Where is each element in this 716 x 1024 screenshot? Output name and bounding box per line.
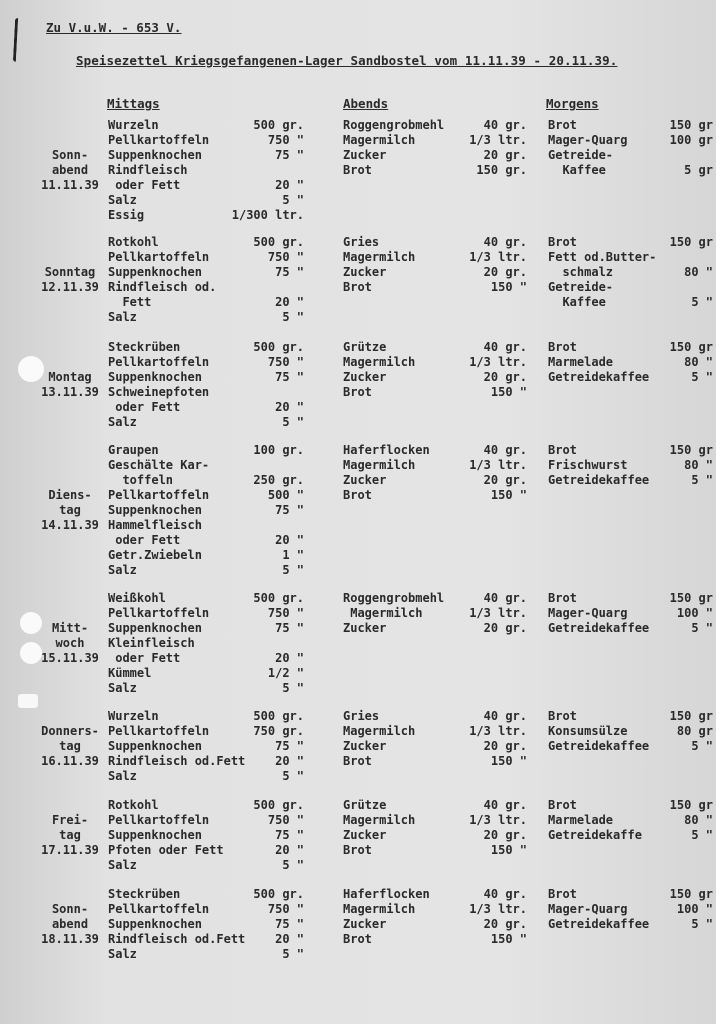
mittags-item: Salz [108, 769, 137, 783]
mittags-quantity: 75 " [275, 503, 304, 517]
mittags-item: Pellkartoffeln [108, 606, 210, 620]
mittags-item: Suppenknochen [108, 503, 202, 517]
abends-quantity: 150 " [490, 843, 527, 857]
mittags-item: Steckrüben [108, 887, 181, 901]
morgens-quantity: 5 gr [684, 163, 713, 177]
mittags-quantity: 250 gr. [253, 473, 304, 487]
mittags-item: Wurzeln [108, 118, 159, 132]
abends-quantity: 150 " [490, 488, 527, 502]
morgens-item: Getreidekaffee [548, 621, 650, 635]
morgens-item: Brot [548, 235, 577, 249]
morgens-quantity: 100 " [676, 606, 713, 620]
mittags-item: Essig [108, 208, 145, 222]
mittags-quantity: 5 " [282, 858, 304, 872]
mittags-item: Kümmel [108, 666, 152, 680]
morgens-quantity: 80 " [684, 458, 713, 472]
abends-quantity: 150 " [490, 280, 527, 294]
morgens-item: Mager-Quarg [548, 902, 628, 916]
abends-quantity: 20 gr. [483, 621, 527, 635]
mittags-item: Pellkartoffeln [108, 724, 210, 738]
abends-item: Haferflocken [343, 443, 430, 457]
mittags-item: Salz [108, 947, 137, 961]
mittags-quantity: 500 gr. [253, 235, 304, 249]
abends-quantity: 20 gr. [483, 370, 527, 384]
abends-item: Gries [343, 235, 380, 249]
morgens-item: Frischwurst [548, 458, 628, 472]
day-label: Diens- tag 14.11.39 [41, 488, 99, 532]
mittags-item: toffeln [108, 473, 174, 487]
abends-quantity: 20 gr. [483, 739, 527, 753]
abends-quantity: 1/3 ltr. [469, 606, 527, 620]
mittags-quantity: 500 gr. [253, 340, 304, 354]
mittags-quantity: 20 " [275, 932, 304, 946]
abends-quantity: 40 gr. [483, 798, 527, 812]
abends-item: Brot [343, 280, 372, 294]
abends-item: Grütze [343, 340, 387, 354]
mittags-item: Pellkartoffeln [108, 902, 210, 916]
abends-quantity: 20 gr. [483, 917, 527, 931]
abends-item: Magermilch [343, 133, 416, 147]
abends-quantity: 1/3 ltr. [469, 902, 527, 916]
mittags-item: Fett [108, 295, 152, 309]
day-label: Sonn- abend 18.11.39 [41, 902, 99, 946]
punch-hole [18, 694, 38, 708]
mittags-quantity: 750 " [267, 813, 304, 827]
morgens-item: Brot [548, 798, 577, 812]
morgens-item: Konsumsülze [548, 724, 628, 738]
mittags-item: Salz [108, 310, 137, 324]
morgens-quantity: 80 " [684, 355, 713, 369]
mittags-quantity: 5 " [282, 193, 304, 207]
morgens-quantity: 5 " [691, 917, 713, 931]
morgens-quantity: 5 " [691, 370, 713, 384]
abends-item: Grütze [343, 798, 387, 812]
mittags-item: Salz [108, 415, 137, 429]
mittags-quantity: 5 " [282, 769, 304, 783]
morgens-quantity: 5 " [691, 621, 713, 635]
mittags-item: Suppenknochen [108, 917, 202, 931]
abends-item: Magermilch [343, 902, 416, 916]
abends-quantity: 150 " [490, 385, 527, 399]
morgens-item: Getreidekaffe [548, 828, 642, 842]
abends-quantity: 40 gr. [483, 235, 527, 249]
abends-item: Zucker [343, 473, 387, 487]
mittags-item: Suppenknochen [108, 739, 202, 753]
mittags-quantity: 1/300 ltr. [231, 208, 304, 222]
abends-item: Zucker [343, 148, 387, 162]
mittags-quantity: 500 " [267, 488, 304, 502]
mittags-item: Pellkartoffeln [108, 488, 210, 502]
abends-item: Brot [343, 488, 372, 502]
abends-item: Brot [343, 163, 372, 177]
mittags-quantity: 500 gr. [253, 709, 304, 723]
mittags-quantity: 20 " [275, 651, 304, 665]
abends-quantity: 1/3 ltr. [469, 355, 527, 369]
abends-quantity: 40 gr. [483, 591, 527, 605]
abends-item: Brot [343, 754, 372, 768]
mittags-quantity: 75 " [275, 917, 304, 931]
morgens-quantity: 80 gr [676, 724, 713, 738]
abends-quantity: 20 gr. [483, 148, 527, 162]
morgens-quantity: 150 gr [669, 235, 713, 249]
morgens-quantity: 100 gr [669, 133, 713, 147]
morgens-quantity: 150 gr [669, 591, 713, 605]
morgens-item: Kaffee [548, 295, 606, 309]
mittags-item: Salz [108, 563, 137, 577]
column-header-abends: Abends [343, 96, 389, 111]
mittags-quantity: 750 " [267, 902, 304, 916]
mittags-item: Suppenknochen [108, 148, 202, 162]
mittags-item: Pellkartoffeln [108, 813, 210, 827]
mittags-quantity: 75 " [275, 828, 304, 842]
abends-item: Brot [343, 932, 372, 946]
mittags-quantity: 750 gr. [253, 724, 304, 738]
mittags-quantity: 75 " [275, 265, 304, 279]
mittags-item: Pellkartoffeln [108, 355, 210, 369]
morgens-item: Getreidekaffee [548, 370, 650, 384]
day-label: Sonntag 12.11.39 [41, 265, 99, 294]
mittags-item: Rindfleisch od.Fett [108, 932, 246, 946]
abends-item: Zucker [343, 828, 387, 842]
abends-item: Zucker [343, 621, 387, 635]
column-header-morgens: Morgens [546, 96, 599, 111]
morgens-quantity: 150 gr [669, 340, 713, 354]
morgens-item: Getreidekaffee [548, 473, 650, 487]
mittags-item: Wurzeln [108, 709, 159, 723]
morgens-item: Marmelade [548, 813, 614, 827]
morgens-item: Brot [548, 118, 577, 132]
abends-item: Haferflocken [343, 887, 430, 901]
punch-hole [20, 642, 42, 664]
morgens-item: Brot [548, 591, 577, 605]
morgens-quantity: 150 gr [669, 443, 713, 457]
morgens-quantity: 5 " [691, 473, 713, 487]
mittags-item: Schweinepfoten [108, 385, 210, 399]
abends-item: Zucker [343, 917, 387, 931]
margin-bracket-mark [13, 18, 24, 62]
abends-item: Magermilch [343, 355, 416, 369]
abends-item: Magermilch [343, 813, 416, 827]
day-label: Sonn- abend 11.11.39 [41, 148, 99, 192]
day-label: Montag 13.11.39 [41, 370, 99, 399]
morgens-quantity: 5 " [691, 739, 713, 753]
morgens-item: schmalz [548, 265, 614, 279]
abends-quantity: 150 gr. [476, 163, 527, 177]
abends-item: Brot [343, 843, 372, 857]
morgens-item: Kaffee [548, 163, 606, 177]
mittags-quantity: 5 " [282, 310, 304, 324]
morgens-item: Mager-Quarg [548, 133, 628, 147]
morgens-item: Getreidekaffee [548, 739, 650, 753]
mittags-item: Getr.Zwiebeln [108, 548, 202, 562]
mittags-quantity: 750 " [267, 355, 304, 369]
mittags-quantity: 20 " [275, 533, 304, 547]
abends-item: Brot [343, 385, 372, 399]
abends-item: Zucker [343, 370, 387, 384]
morgens-item: Brot [548, 887, 577, 901]
mittags-quantity: 750 " [267, 606, 304, 620]
abends-quantity: 40 gr. [483, 443, 527, 457]
mittags-item: Pellkartoffeln [108, 133, 210, 147]
morgens-item: Getreide- [548, 148, 614, 162]
mittags-quantity: 75 " [275, 621, 304, 635]
morgens-quantity: 100 " [676, 902, 713, 916]
mittags-quantity: 20 " [275, 178, 304, 192]
abends-item: Magermilch [343, 458, 416, 472]
mittags-quantity: 20 " [275, 754, 304, 768]
document-reference: Zu V.u.W. - 653 V. [46, 20, 182, 35]
abends-quantity: 40 gr. [483, 887, 527, 901]
abends-item: Magermilch [343, 724, 416, 738]
mittags-quantity: 750 " [267, 133, 304, 147]
mittags-item: oder Fett [108, 400, 181, 414]
mittags-quantity: 20 " [275, 400, 304, 414]
mittags-quantity: 5 " [282, 947, 304, 961]
morgens-quantity: 150 gr [669, 798, 713, 812]
day-label: Donners- tag 16.11.39 [41, 724, 99, 768]
mittags-quantity: 20 " [275, 295, 304, 309]
abends-item: Zucker [343, 739, 387, 753]
abends-quantity: 1/3 ltr. [469, 724, 527, 738]
mittags-item: Pellkartoffeln [108, 250, 210, 264]
mittags-item: oder Fett [108, 533, 181, 547]
abends-quantity: 40 gr. [483, 118, 527, 132]
abends-quantity: 20 gr. [483, 828, 527, 842]
abends-quantity: 1/3 ltr. [469, 458, 527, 472]
morgens-item: Getreidekaffee [548, 917, 650, 931]
mittags-quantity: 5 " [282, 415, 304, 429]
mittags-item: Rindfleisch od.Fett [108, 754, 246, 768]
abends-quantity: 20 gr. [483, 265, 527, 279]
morgens-item: Getreide- [548, 280, 614, 294]
mittags-quantity: 100 gr. [253, 443, 304, 457]
mittags-quantity: 500 gr. [253, 591, 304, 605]
mittags-item: Salz [108, 193, 137, 207]
mittags-item: Graupen [108, 443, 159, 457]
mittags-item: Rotkohl [108, 798, 159, 812]
mittags-item: Hammelfleisch [108, 518, 202, 532]
mittags-item: Rindfleisch [108, 163, 188, 177]
mittags-quantity: 75 " [275, 148, 304, 162]
mittags-quantity: 1/2 " [267, 666, 304, 680]
mittags-quantity: 75 " [275, 370, 304, 384]
morgens-quantity: 5 " [691, 295, 713, 309]
mittags-quantity: 20 " [275, 843, 304, 857]
mittags-quantity: 500 gr. [253, 118, 304, 132]
mittags-quantity: 5 " [282, 563, 304, 577]
mittags-item: Salz [108, 681, 137, 695]
mittags-item: Suppenknochen [108, 828, 202, 842]
mittags-item: oder Fett [108, 651, 181, 665]
abends-quantity: 1/3 ltr. [469, 813, 527, 827]
abends-quantity: 150 " [490, 932, 527, 946]
mittags-quantity: 750 " [267, 250, 304, 264]
mittags-quantity: 5 " [282, 681, 304, 695]
abends-quantity: 1/3 ltr. [469, 133, 527, 147]
abends-quantity: 150 " [490, 754, 527, 768]
morgens-quantity: 80 " [684, 813, 713, 827]
abends-item: Magermilch [343, 250, 416, 264]
abends-quantity: 20 gr. [483, 473, 527, 487]
mittags-item: Geschälte Kar- [108, 458, 210, 472]
mittags-item: oder Fett [108, 178, 181, 192]
mittags-item: Rindfleisch od. [108, 280, 217, 294]
document-title: Speisezettel Kriegsgefangenen-Lager Sandbostel vom 11.11.39 - 20.11.39. [76, 53, 618, 68]
punch-hole [20, 612, 42, 634]
abends-item: Magermilch [343, 606, 423, 620]
abends-quantity: 40 gr. [483, 709, 527, 723]
mittags-item: Suppenknochen [108, 265, 202, 279]
abends-item: Gries [343, 709, 380, 723]
morgens-quantity: 5 " [691, 828, 713, 842]
morgens-quantity: 150 gr [669, 709, 713, 723]
morgens-quantity: 150 gr [669, 118, 713, 132]
mittags-item: Pfoten oder Fett [108, 843, 224, 857]
day-label: Mitt- woch 15.11.39 [41, 621, 99, 665]
morgens-item: Brot [548, 709, 577, 723]
abends-item: Zucker [343, 265, 387, 279]
abends-item: Roggengrobmehl [343, 118, 445, 132]
mittags-item: Weißkohl [108, 591, 166, 605]
punch-hole [18, 356, 44, 382]
mittags-quantity: 500 gr. [253, 887, 304, 901]
mittags-quantity: 75 " [275, 739, 304, 753]
mittags-item: Steckrüben [108, 340, 181, 354]
mittags-item: Kleinfleisch [108, 636, 195, 650]
mittags-item: Salz [108, 858, 137, 872]
mittags-item: Rotkohl [108, 235, 159, 249]
morgens-quantity: 80 " [684, 265, 713, 279]
morgens-item: Fett od.Butter- [548, 250, 657, 264]
mittags-item: Suppenknochen [108, 621, 202, 635]
day-label: Frei- tag 17.11.39 [41, 813, 99, 857]
abends-quantity: 1/3 ltr. [469, 250, 527, 264]
morgens-item: Brot [548, 443, 577, 457]
abends-item: Roggengrobmehl [343, 591, 445, 605]
column-header-mittags: Mittags [107, 96, 160, 111]
morgens-item: Marmelade [548, 355, 614, 369]
mittags-quantity: 500 gr. [253, 798, 304, 812]
mittags-item: Suppenknochen [108, 370, 202, 384]
morgens-item: Mager-Quarg [548, 606, 628, 620]
morgens-quantity: 150 gr [669, 887, 713, 901]
mittags-quantity: 1 " [282, 548, 304, 562]
abends-quantity: 40 gr. [483, 340, 527, 354]
morgens-item: Brot [548, 340, 577, 354]
